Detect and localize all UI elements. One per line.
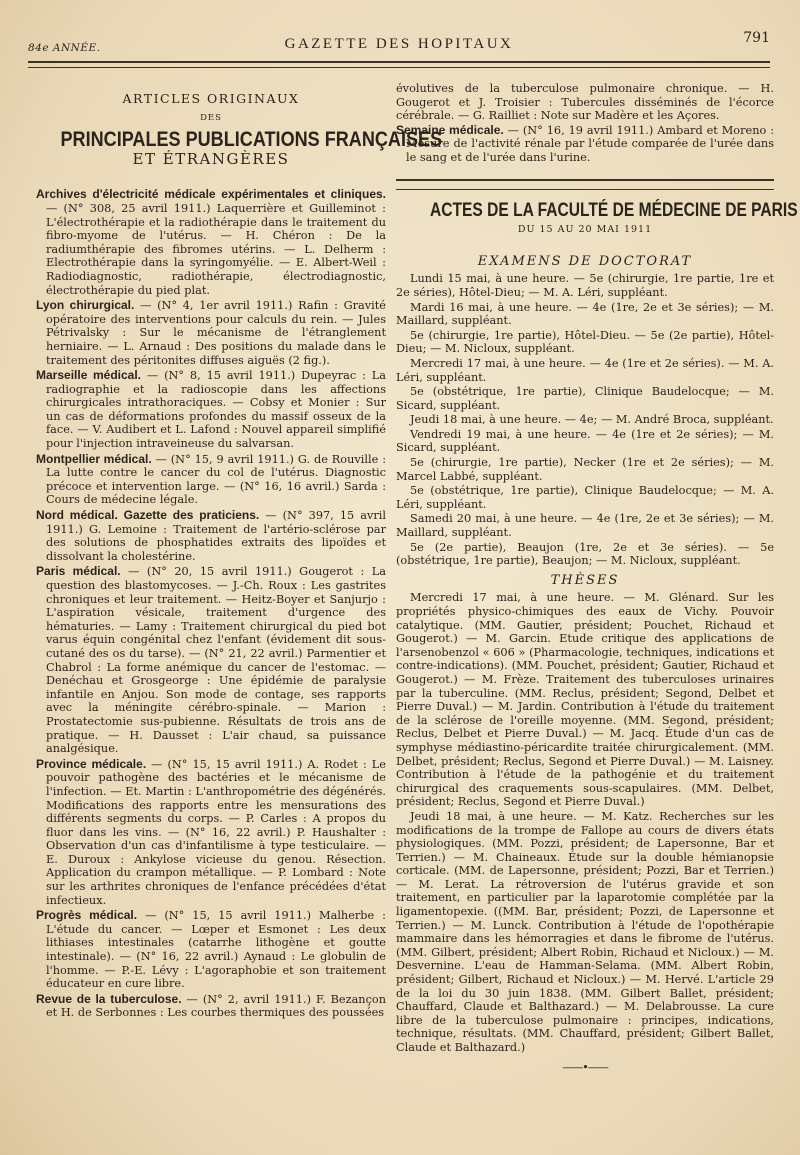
journal-entry — [36, 993, 386, 1020]
journal-entry — [36, 758, 386, 908]
entry-text: — (N° 15, 9 avril 1911.) G. de Rouville : La lutte contre le cancer du col de l'utérus. Diagnostic précoce et intervention large. — (N° 16, 16 avril.) Sarda : Cours de médecine légale. — [46, 452, 386, 507]
entry-text: — (N° 308, 25 avril 1911.) Laquerrière et Guilleminot : L'électrothérapie et la radiothérapie dans le traitement du fibro-myome de l'utérus. — H. Chéron : De la radiumthérapie des fibromes utérins. — L. Delherm : Electrothérapie dans la syringomyélie. — E. Albert-Weil : Radiodiagnostic, radiothérapie, électrodiagnostic, électrothérapie du pied plat. — [46, 201, 386, 297]
exam-item: Vendredi 19 mai, à une heure. — 4e (1re et 2e séries); — M. Sicard, suppléant. — [396, 427, 774, 455]
journal-entry — [36, 909, 386, 991]
section-heading-line4: ET ÉTRANGÈRES — [132, 149, 290, 168]
journal-entry — [36, 453, 386, 507]
entry-text: — (N° 397, 15 avril 1911.) G. Lemoine : Traitement de l'artério-sclérose par des solutions de phosphatides extraits des lipoïdes et dissolvant la cholestérine. — [46, 509, 387, 563]
section-heading — [36, 91, 443, 168]
entry-text: — (N° 8, 15 avril 1911.) Dupeyrac : La radiographie et la radioscopie dans les affections chirurgicales intrathoraciques. — Cobsy et Monier : Sur un cas de déformations profondes du massif osseux de la face. — V. Audibert et L. Lafond : Nouvel appareil simplifié pour l'injection intraveineuse du salvarsan. — [46, 369, 386, 451]
journal-name: Paris médical. — [36, 564, 121, 579]
year-label: 84e ANNÉE. — [28, 42, 101, 54]
exam-item: Samedi 20 mai, à une heure. — 4e (1re, 2e et 3e séries); — M. Maillard, suppléant. — [396, 512, 774, 540]
thesis-item: Mercredi 17 mai, à une heure. — M. Glénard. Sur les propriétés physico-chimiques des eaux de Vichy. Pouvoir catalytique. (MM. Gautier, président; Pouchet, Richaud et Gougerot.) — M. Garcin. Etude critique des applications de l'arsenobenzol « 606 » (Pharmacologie, techniques, indications et contre-indications). (MM. Pouchet, président; Gautier, Richaud et Gougerot.) — M. Frèze. Traitement des tuberculoses urinaires par la tuberculine. (MM. Reclus, président; Segond, Delbet et Pierre Duval.) — M. Jardin. Contribution à l'étude du traitement de la sclérose de l'oreille moyenne. (MM. Segond, président; Reclus, Delbet et Pierre Duval.) — M. Jacq. Étude d'un cas de symphyse médiastino-péricardite traitée chirurgicalement. (MM. Delbet, président; Reclus, Segond et Pierre Duval.) — M. Laisney. Contribution à l'étude de la pathogénie et du traitement chirurgical des craquements sous-scapulaires. (MM. Delbet, président; Reclus, Segond et Pierre Duval.) — [396, 591, 774, 809]
exam-item: 5e (obstétrique, 1re partie), Clinique Baudelocque; — M. Sicard, suppléant. — [396, 385, 774, 412]
exam-item: Mercredi 17 mai, à une heure. — 4e (1re et 2e séries). — M. A. Léri, suppléant. — [396, 356, 774, 384]
journal-name: Progrès médical. — [36, 908, 138, 923]
section-heading-line2: DES — [200, 112, 222, 123]
header-rule-thick — [28, 61, 770, 63]
exam-item: Lundi 15 mai, à une heure. — 5e (chirurgie, 1re partie, 1re et 2e séries), Hôtel-Dieu; — M. A. Léri, suppléant. — [396, 272, 774, 299]
journal-name: Nord médical. Gazette des praticiens. — [36, 508, 260, 523]
journal-entry — [36, 299, 386, 367]
journal-entry — [36, 188, 386, 297]
journal-name: Lyon chirurgical. — [36, 298, 135, 313]
exam-item: 5e (obstétrique, 1re partie), Clinique Baudelocque; — M. A. Léri, suppléant. — [396, 484, 774, 511]
exams-heading: EXAMENS DE DOCTORAT — [477, 253, 693, 269]
section-heading-line3: PRINCIPALES PUBLICATIONS FRANÇAISES — [60, 128, 443, 152]
faculty-dates: DU 15 AU 20 MAI 1911 — [517, 224, 653, 236]
journal-entry — [36, 509, 386, 563]
journal-name: Semaine médicale. — [396, 122, 504, 137]
journal-name: Montpellier médical. — [36, 451, 152, 466]
end-ornament: ——•—— — [562, 1060, 608, 1074]
section-rule — [396, 179, 774, 181]
journal-entry — [36, 369, 386, 451]
header-rule-thin — [28, 67, 770, 68]
right-column — [396, 82, 798, 1074]
theses-list — [396, 591, 774, 1054]
running-header — [28, 28, 770, 60]
journal-entry — [36, 565, 386, 755]
entry-text: — (N° 16, 19 avril 1911.) Ambard et Moreno : Mesure de l'activité rénale par l'étude comparée de l'urée dans le sang et de l'urée dans l'urine. — [406, 123, 774, 164]
page-number: 791 — [743, 30, 770, 46]
entry-text: — (N° 4, 1er avril 1911.) Rafin : Gravité opératoire des interventions pour calculs du rein. — Jules Pétrivalsky : Sur le mécanisme de l'étranglement herniaire. — L. Arnaud : Des positions du malade dans le traitement des péritonites diffuses aiguës (2 fig.). — [46, 299, 386, 367]
exams-list — [396, 272, 774, 567]
exam-item: Mardi 16 mai, à une heure. — 4e (1re, 2e et 3e séries); — M. Maillard, suppléant. — [396, 300, 774, 328]
journal-entries — [36, 188, 386, 1020]
exam-item: Jeudi 18 mai, à une heure. — 4e; — M. André Broca, suppléant. — [410, 413, 774, 427]
section-heading-line1: ARTICLES ORIGINAUX — [122, 91, 300, 106]
entry-text: — (N° 15, 15 avril 1911.) A. Rodet : Le pouvoir pathogène des bactéries et le mécanisme de l'infection. — Et. Martin : L'anthropométrie des dégénérés. Modifications des rapports entre les mensurations des différents segments du corps. — P. Carles : A propos du fluor dans les vins. — (N° 16, 22 avril.) P. Haushalter : Observation d'un cas d'infantilisme à type testiculaire. — E. Duroux : Ankylose vicieuse du genou. Résection. Application du crampon métallique. — P. Lombard : Note sur les arthrites chroniques de l'enfance précédées d'état infectieux. — [46, 757, 386, 907]
journal-name: Archives d'électricité médicale expérimentales et cliniques. — [36, 187, 386, 202]
section-rule-thin — [396, 189, 774, 190]
exam-item: 5e (2e partie), Beaujon (1re, 2e et 3e séries). — 5e (obstétrique, 1re partie), Beaujon; — M. Nicloux, suppléant. — [396, 540, 774, 568]
theses-heading: THÈSES — [550, 572, 620, 588]
entry-text: — (N° 20, 15 avril 1911.) Gougerot : La question des blastomycoses. — J.-Ch. Roux : Les gastrites chroniques et leur traitement. — Heitz-Boyer et Sanjurjo : L'aspiration vésicale, traitement d'urgence des hématuries. — Lamy : Traitement chirurgical du pied bot varus équin congénital chez l'enfant (évidement dit sous-cutané des os du tarse). — (N° 21, 22 avril.) Parmentier et Chabrol : La forme anémique du cancer de l'estomac. — Denéchau et Grosgeorge : Une épidémie de paralysie infantile en Anjou. Son mode de contage, ses rapports avec la méningite cérébro-spinale. — Marion : Prostatectomie sus-pubienne. Résultats de trois ans de pratique. — H. Dausset : L'air chaud, sa puissance analgésique. — [46, 565, 386, 756]
exam-item: 5e (chirurgie, 1re partie), Necker (1re et 2e séries); — M. Marcel Labbé, suppléant. — [396, 456, 774, 483]
semaine-entry — [396, 124, 774, 165]
journal-name: Marseille médical. — [36, 368, 142, 383]
journal-name: Province médicale. — [36, 756, 147, 771]
entry-text: — (N° 2, avril 1911.) F. Bezançon et H. de Serbonnes : Les courbes thermiques des poussées — [46, 992, 386, 1020]
left-column — [36, 82, 443, 1022]
journal-name: Revue de la tuberculose. — [36, 991, 182, 1006]
entry-text: — (N° 15, 15 avril 1911.) Malherbe : L'étude du cancer. — Lœper et Esmonet : Les deux lithiases intestinales (catarrhe lithogène et goutte intestinale). — (N° 16, 22 avril.) Aynaud : Le globulin de l'homme. — P.-E. Lévy : L'agoraphobie et son traitement éducateur en cure libre. — [46, 909, 386, 991]
faculty-title: ACTES DE LA FACULTÉ DE MÉDECINE DE PARIS — [430, 199, 798, 221]
exam-item: 5e (chirurgie, 1re partie), Hôtel-Dieu. — 5e (2e partie), Hôtel-Dieu; — M. Nicloux, suppléant. — [396, 328, 774, 356]
journal-title: GAZETTE DES HOPITAUX — [284, 36, 514, 52]
continuation-text: évolutives de la tuberculose pulmonaire chronique. — H. Gougerot et J. Troisier : Tubercules disséminés de l'écorce cérébrale. — G. Railliet : Note sur Madère et les Açores. — [396, 82, 774, 123]
thesis-item: Jeudi 18 mai, à une heure. — M. Katz. Recherches sur les modifications de la trompe de Fallope au cours de divers états physiologiques. (MM. Pozzi, président; de Lapersonne, Bar et Terrien.) — M. Chaineaux. Étude sur la double hémianopsie corticale. (MM. de Lapersonne, président; Pozzi, Bar et Terrien.) — M. Lerat. La rétroversion de l'utérus gravide et son traitement, en particulier par la laparotomie complétée par la ligamentopexie. ((MM. Bar, président; Pozzi, de Lapersonne et Terrien.) — M. Lunck. Contribution à l'étude de l'opothérapie mammaire dans les hémorragies et dans le fibrome de l'utérus. (MM. Gilbert, président; Albert Robin, Richaud et Nicloux.) — M. Desvernine. L'eau de Hamman-Selama. (MM. Albert Robin, président; Gilbert, Richaud et Nicloux.) — M. Hervé. L'article 29 de la loi du 30 juin 1838. (MM. Gilbert Ballet, président; Chauffard, Claude et Balthazard.) — M. Delabrousse. La cure libre de la tuberculose pulmonaire : principes, indications, technique, résultats. (MM. Chauffard, président; Gilbert Ballet, Claude et Balthazard.) — [396, 809, 774, 1054]
